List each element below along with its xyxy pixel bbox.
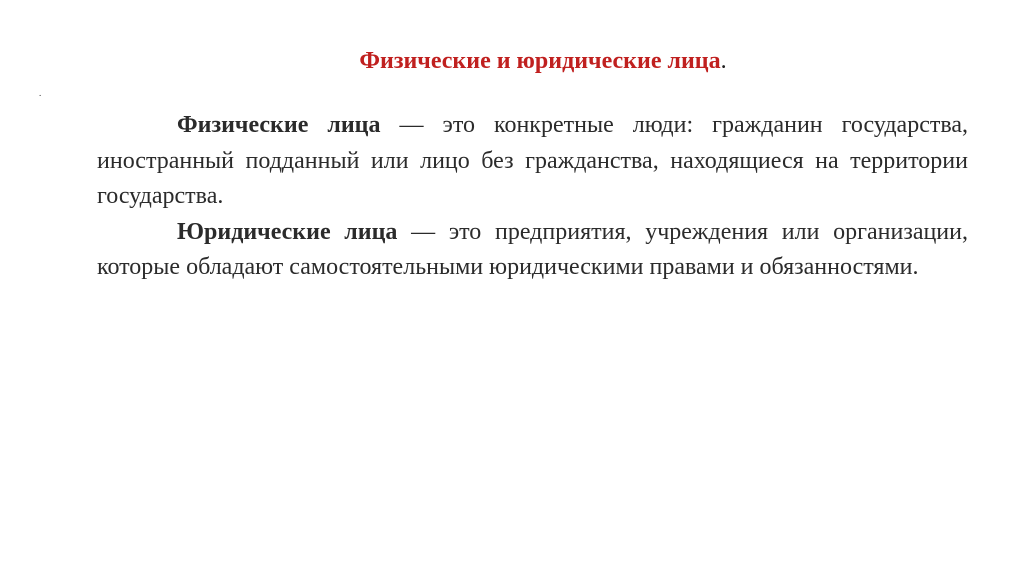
paragraph-legal-entities	[97, 215, 968, 286]
stray-dot-mark: .	[39, 88, 42, 98]
slide-title-text: Физические и юридические лица	[359, 48, 721, 74]
slide-body	[97, 108, 968, 286]
slide-title	[0, 46, 1024, 76]
slide-title-period: .	[720, 48, 727, 74]
definition-individuals: — это конкретные люди: гражданин государства, иностранный подданный или лицо без гражданства, находящиеся на территории государства.	[97, 112, 968, 209]
definition-legal-entities: — это предприятия, учреждения или организации, которые обладают самостоятельными юридическими правами и обязанностями.	[97, 218, 968, 280]
paragraph-individuals	[97, 108, 968, 215]
term-individuals: Физические лица	[177, 112, 381, 138]
term-legal-entities: Юридические лица	[177, 218, 398, 245]
